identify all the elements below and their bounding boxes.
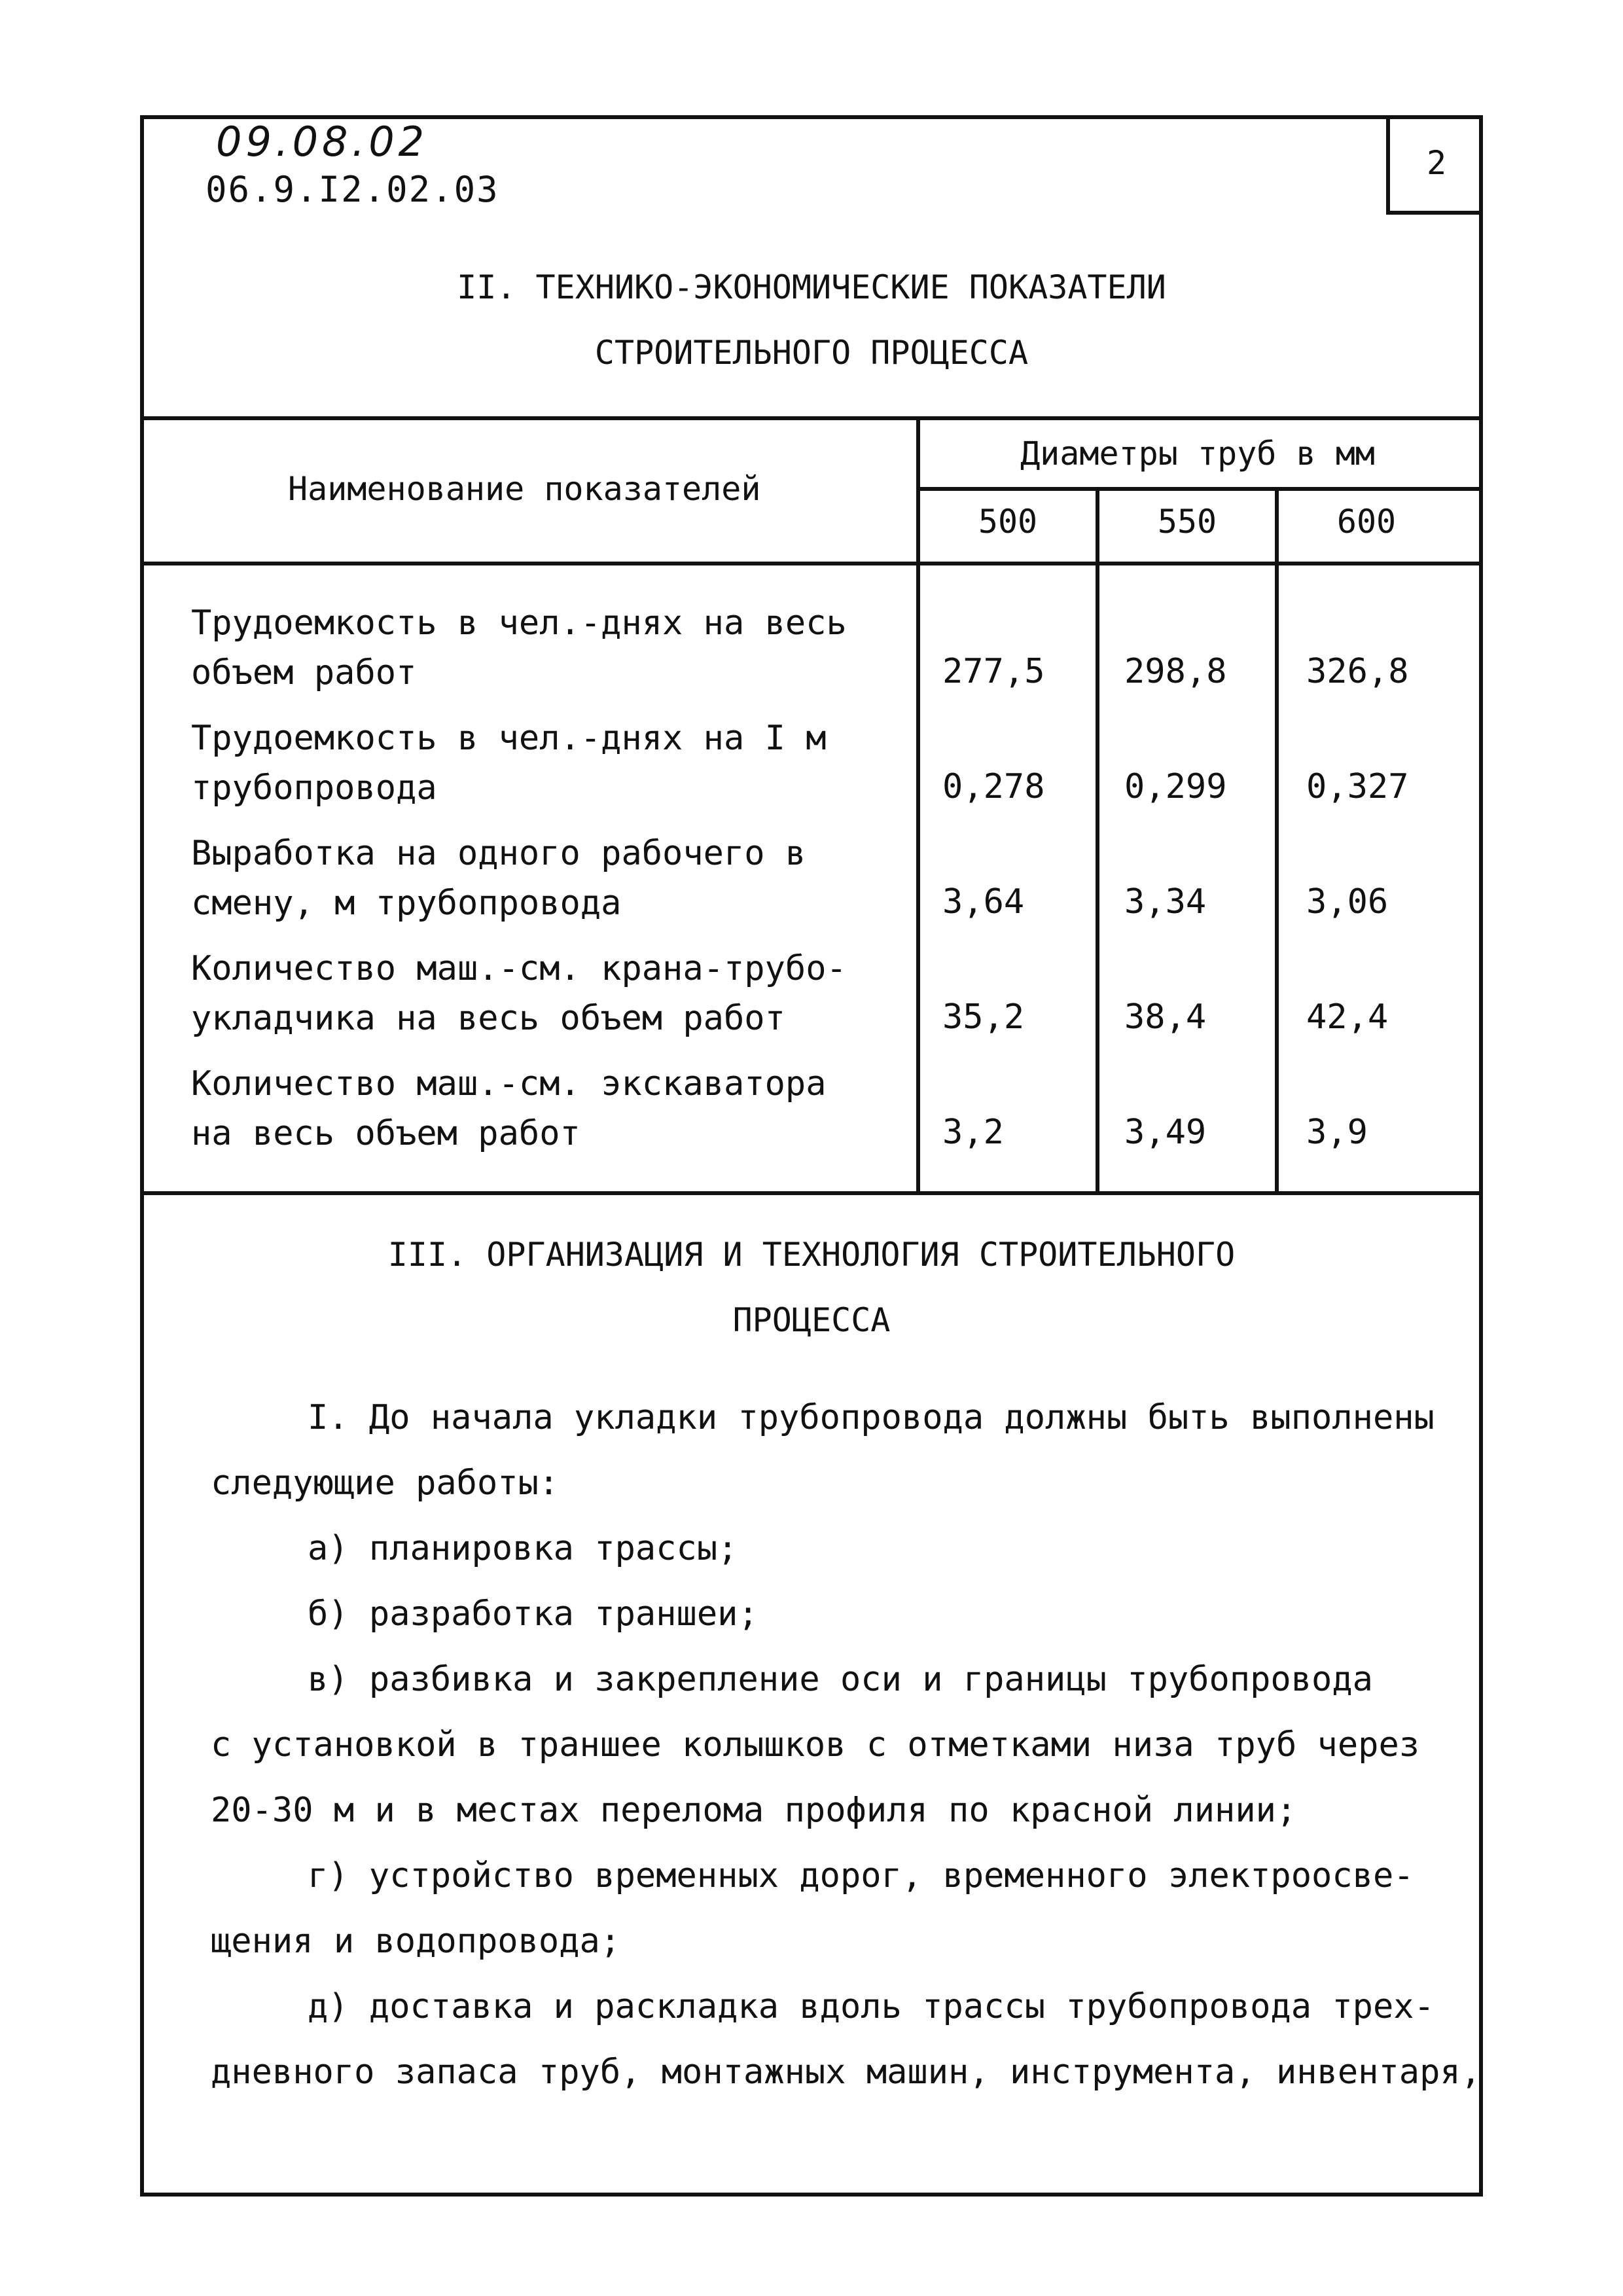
table-cell: 277,5	[942, 652, 1045, 691]
table-cell: 3,49	[1124, 1113, 1207, 1152]
table-col-divider-1	[916, 416, 920, 1195]
body-line: следующие работы:	[211, 1463, 560, 1503]
section-2-title-line-1: II. ТЕХНИКО-ЭКОНОМИЧЕСКИЕ ПОКАЗАТЕЛИ	[457, 268, 1166, 306]
section-3-title-line-2: ПРОЦЕССА	[732, 1301, 891, 1339]
column-header-600: 600	[1336, 503, 1397, 541]
handwritten-code: 09.08.02	[216, 118, 429, 166]
body-line: I. До начала укладки трубопровода должны быть выполнены	[308, 1398, 1435, 1437]
table-cell: 3,34	[1124, 882, 1207, 922]
body-line: с установкой в траншее колышков с отметками низа труб через	[211, 1725, 1420, 1765]
table-cell: 3,9	[1306, 1113, 1368, 1152]
table-cell: 3,06	[1306, 882, 1389, 922]
body-line: в) разбивка и закрепление оси и границы трубопровода	[308, 1660, 1373, 1699]
table-cell: 38,4	[1124, 997, 1207, 1037]
table-cell: 0,278	[942, 767, 1045, 806]
section-3-title-line-1: III. ОРГАНИЗАЦИЯ И ТЕХНОЛОГИЯ СТРОИТЕЛЬНОГО	[387, 1236, 1236, 1274]
table-col-divider-3	[1275, 487, 1279, 1195]
body-line: щения и водопровода;	[211, 1922, 621, 1961]
table-group-header: Диаметры труб в мм	[1020, 435, 1375, 473]
table-row-label: Количество маш.-см. экскаватора на весь объем работ	[191, 1064, 827, 1153]
table-name-header: Наименование показателей	[288, 470, 761, 508]
column-header-500: 500	[978, 503, 1038, 541]
table-bottom-rule	[144, 1191, 1479, 1195]
table-cell: 326,8	[1306, 652, 1409, 691]
table-row-label: Количество маш.-см. крана-трубо- укладчика на весь объем работ	[191, 949, 847, 1038]
body-line: дневного запаса труб, монтажных машин, инструмента, инвентаря,	[211, 2053, 1482, 2092]
section-2-title-line-2: СТРОИТЕЛЬНОГО ПРОЦЕССА	[594, 334, 1029, 372]
table-subheader-rule	[916, 487, 1479, 491]
page-number	[1386, 115, 1483, 215]
table-cell: 35,2	[942, 997, 1025, 1037]
table-row-label: Трудоемкость в чел.-днях на весь объем работ	[191, 603, 847, 692]
column-header-550: 550	[1157, 503, 1217, 541]
table-col-divider-2	[1096, 487, 1099, 1195]
body-line: г) устройство временных дорог, временного электроосве-	[308, 1856, 1414, 1895]
page-number-text: 2	[1426, 144, 1447, 182]
body-line: 20-30 м и в местах перелома профиля по красной линии;	[211, 1791, 1297, 1830]
table-row-label: Трудоемкость в чел.-днях на I м трубопровода	[191, 719, 827, 808]
table-cell: 3,64	[942, 882, 1025, 922]
document-code: 06.9.I2.02.03	[205, 169, 499, 210]
table-row-label: Выработка на одного рабочего в смену, м трубопровода	[191, 834, 806, 923]
body-line: а) планировка трассы;	[308, 1529, 738, 1568]
table-header-rule	[144, 562, 1479, 565]
table-cell: 298,8	[1124, 652, 1227, 691]
table-cell: 0,299	[1124, 767, 1227, 806]
table-cell: 42,4	[1306, 997, 1389, 1037]
body-line: б) разработка траншеи;	[308, 1594, 758, 1634]
table-top-rule	[144, 416, 1479, 420]
body-line: д) доставка и раскладка вдоль трассы трубопровода трех-	[308, 1987, 1435, 2026]
table-cell: 0,327	[1306, 767, 1409, 806]
table-cell: 3,2	[942, 1113, 1004, 1152]
